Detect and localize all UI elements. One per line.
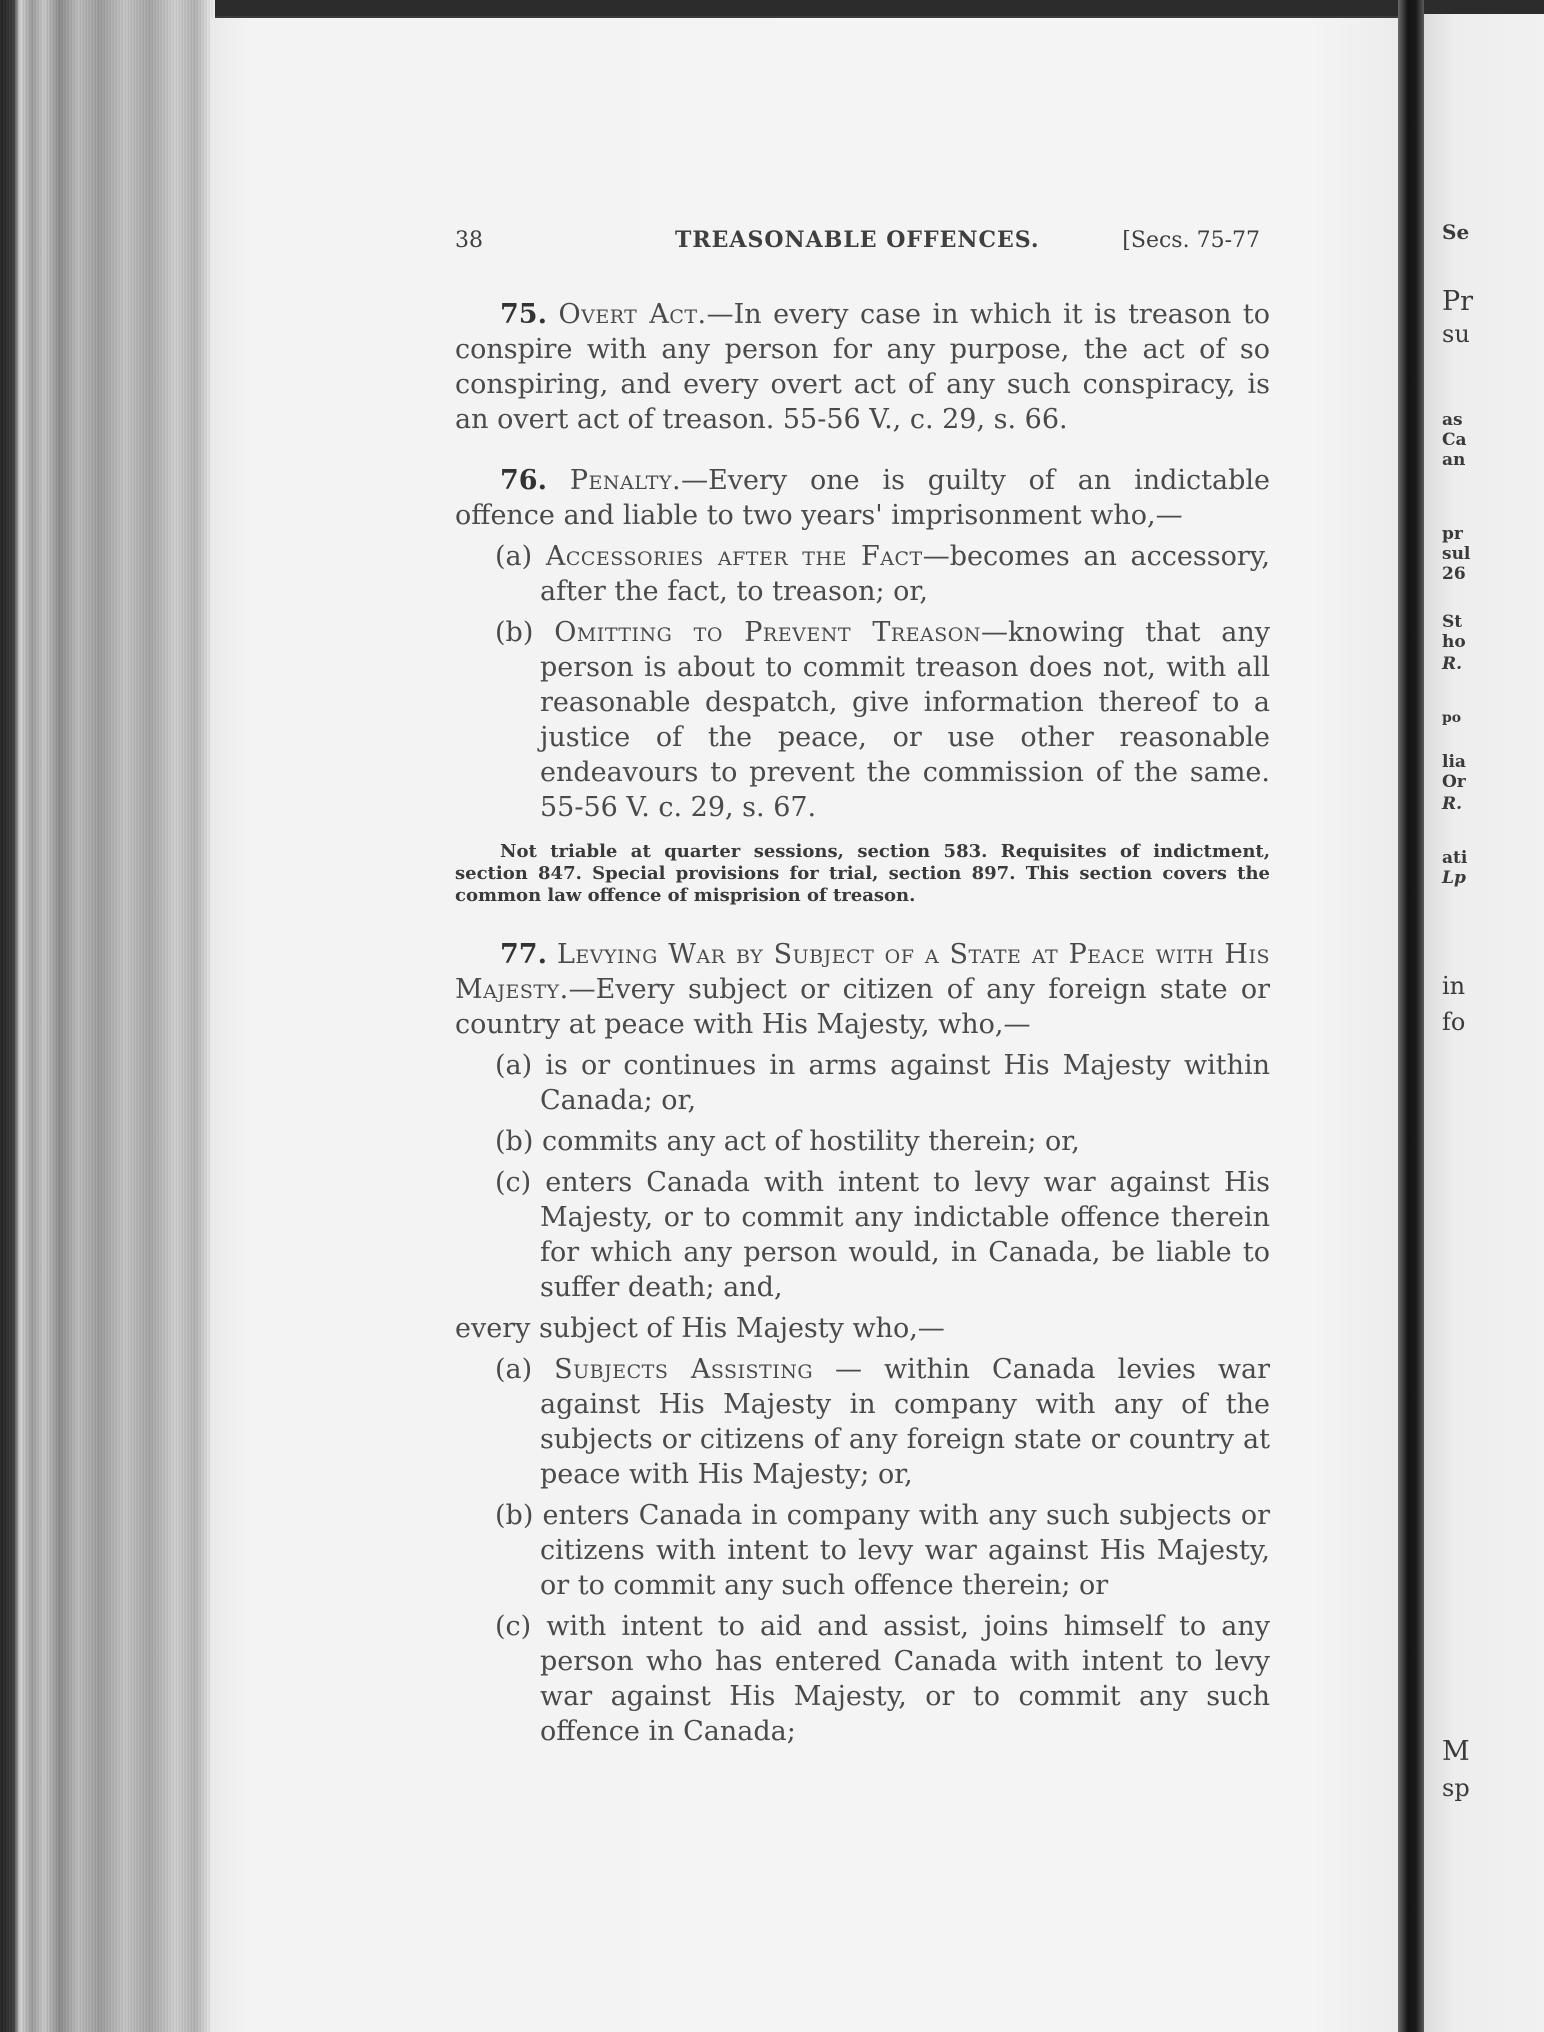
section-heading: Overt Act. [558, 299, 707, 330]
right-fragment: an [1442, 450, 1466, 470]
clause-77-a [455, 1048, 1270, 1118]
right-fragment: ho [1442, 632, 1466, 652]
right-page-edge [1424, 14, 1544, 2032]
section-75-paragraph [455, 297, 1270, 437]
right-fragment: po [1442, 710, 1462, 726]
right-fragment: Pr [1442, 286, 1474, 317]
section-76 [455, 463, 1270, 907]
clause-text: —knowing that any person is about to commit treason does not, with all reasonable despatch, give information thereof to a justice of the peace, or use other reasonable endeavours to prevent the commission of the same. 55-56 V. c. 29, s. 67. [540, 617, 1271, 823]
clause-text: commits any act of hostility therein; or, [541, 1126, 1080, 1157]
right-fragment: as [1442, 410, 1463, 430]
clause-76-a [455, 539, 1270, 609]
page-edge-stack [0, 0, 215, 2032]
every-subject-line: every subject of His Majesty who,— [455, 1313, 945, 1344]
clause-heading: Omitting to Prevent Treason [554, 617, 981, 648]
clause-mark: (c) [495, 1167, 532, 1198]
clause-mark: (a) [495, 1050, 533, 1081]
section-text: —In every case in which it is treason to conspire with any person for any purpose, the act of so conspiring, and every overt act of any such conspiracy, is an overt act of treason. 55-56 V., c. 29, s. 66. [455, 299, 1270, 435]
annotation-note: Not triable at quarter sessions, section 583. Requisites of indictment, section 847. Special provisions for trial, section 897. This section covers the common law offence of misprision of treason. [455, 841, 1270, 906]
section-heading: Penalty. [569, 465, 682, 496]
section-77-paragraph [455, 937, 1270, 1042]
section-75 [455, 297, 1270, 437]
clause-text: enters Canada in company with any such subjects or citizens with intent to levy war against His Majesty, or to commit any such offence therein; or [540, 1500, 1270, 1601]
clause-mark: (c) [495, 1611, 532, 1642]
clause-mark: (b) [495, 1126, 534, 1157]
section-76-paragraph [455, 463, 1270, 533]
right-fragment: R. [1442, 794, 1463, 814]
section-77 [455, 937, 1270, 1749]
left-page-text [455, 215, 1270, 1775]
clause-77-b [455, 1124, 1270, 1159]
right-fragment: M [1442, 1736, 1470, 1767]
right-fragment: Se [1442, 220, 1470, 244]
running-sections: [Secs. 75-77 [1122, 228, 1260, 253]
right-fragment: fo [1442, 1008, 1466, 1036]
right-fragment: in [1442, 972, 1466, 1000]
right-fragment: sp [1442, 1774, 1470, 1802]
clause-text: enters Canada with intent to levy war against His Majesty, or to commit any indictable offence therein for which any person would, in Canada, be liable to suffer death; and, [540, 1167, 1270, 1303]
right-fragment: ati [1442, 848, 1468, 868]
right-fragment: 26 [1442, 564, 1466, 584]
section-number: 75. [500, 299, 547, 330]
book-gutter [1398, 0, 1424, 2032]
clause-heading: Accessories after the Fact [545, 541, 923, 572]
clause-text: is or continues in arms against His Majesty within Canada; or, [540, 1050, 1270, 1116]
right-fragment: Ca [1442, 430, 1467, 450]
clause-mark: (b) [495, 1500, 534, 1531]
scanner-top-band [0, 0, 1544, 16]
right-fragment: Lp [1442, 868, 1466, 888]
clause-77-c [455, 1165, 1270, 1305]
page-number: 38 [455, 228, 483, 253]
clause-text: —becomes an accessory, after the fact, to treason; or, [540, 541, 1270, 607]
clause-mark: (a) [495, 1354, 533, 1385]
right-fragment: Or [1442, 772, 1466, 792]
section-number: 77. [500, 939, 547, 970]
right-fragment: R. [1442, 654, 1463, 674]
clause-76-b [455, 615, 1270, 825]
running-head [455, 215, 1270, 255]
clause-mark: (b) [495, 617, 534, 648]
clause-text: with intent to aid and assist, joins himself to any person who has entered Canada with intent to levy war against His Majesty, or to commit any such offence in Canada; [540, 1611, 1270, 1747]
clause-text: — within Canada levies war against His Majesty in company with any of the subjects or citizens of any foreign state or country at peace with His Majesty; or, [540, 1354, 1271, 1490]
section-text: —Every subject or citizen of any foreign state or country at peace with His Majesty, who,— [455, 974, 1270, 1040]
section-heading: Levying War by Subject of a State at Peace with His Majesty. [455, 939, 1271, 1005]
right-fragment: St [1442, 612, 1463, 632]
section-number: 76. [500, 465, 547, 496]
clause-heading: Subjects Assisting [554, 1354, 814, 1385]
right-fragment: su [1442, 320, 1470, 348]
right-fragment: pr [1442, 524, 1463, 544]
running-title: TREASONABLE OFFENCES. [675, 227, 1040, 253]
clause-77-b2 [455, 1498, 1270, 1603]
section-text: —Every one is guilty of an indictable offence and liable to two years' imprisonment who,— [455, 465, 1270, 531]
right-fragment: sul [1442, 544, 1471, 564]
right-fragment: lia [1442, 752, 1466, 772]
clause-77-a2 [455, 1352, 1270, 1492]
clause-mark: (a) [495, 541, 533, 572]
clause-77-c2 [455, 1609, 1270, 1749]
